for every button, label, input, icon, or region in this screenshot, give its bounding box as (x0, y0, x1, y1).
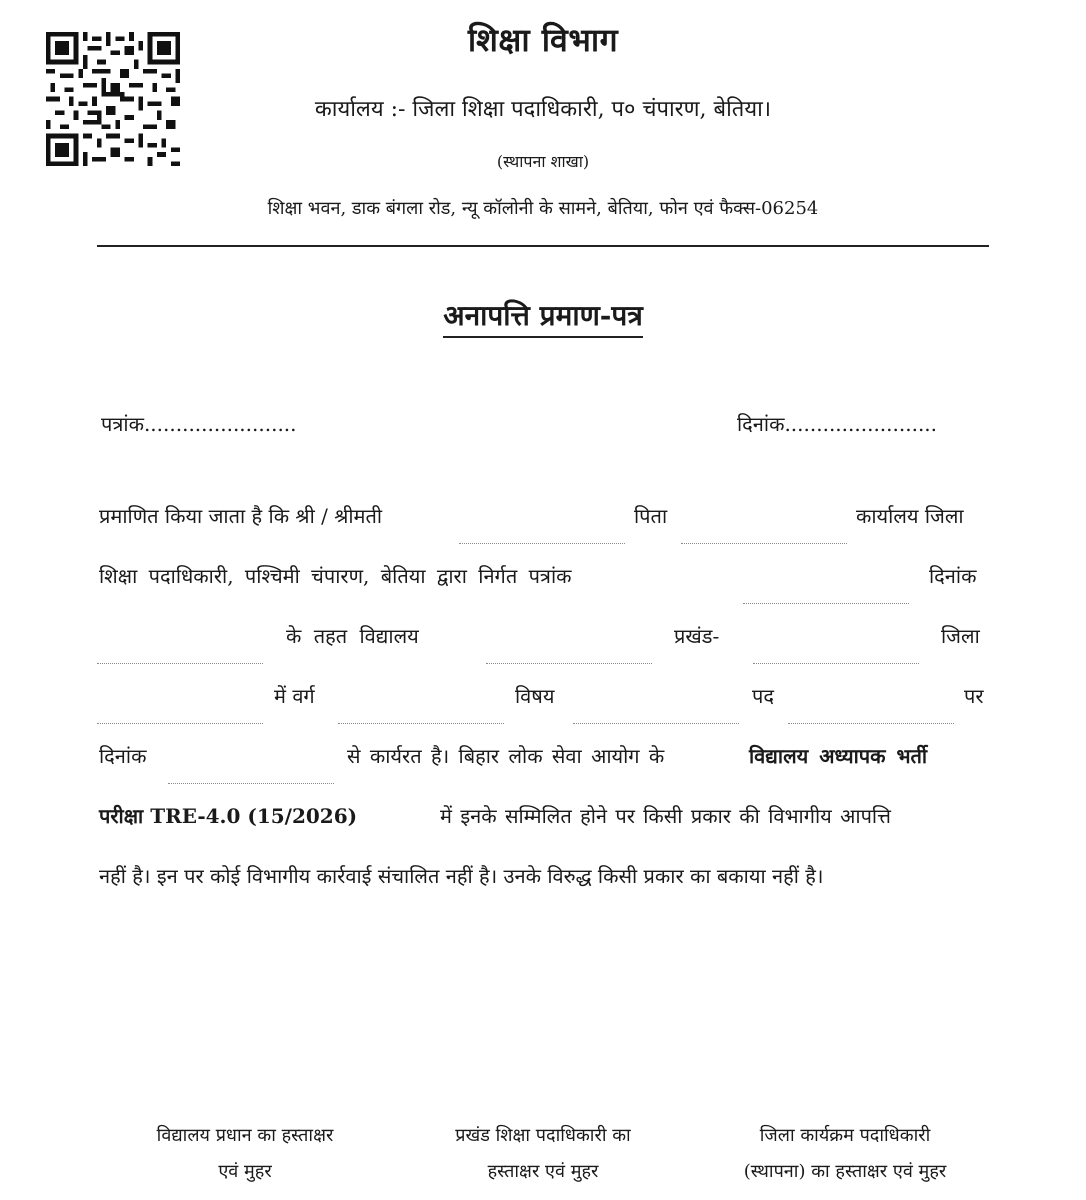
school-blank (486, 663, 652, 664)
district-blank (97, 723, 263, 724)
body-line2-part1: शिक्षा पदाधिकारी, पश्चिमी चंपारण, बेतिया द्वारा निर्गत पत्रांक (99, 564, 572, 588)
body-line1-part1: प्रमाणित किया जाता है कि श्री / श्रीमती (99, 504, 383, 528)
letter-number-blank (743, 603, 909, 604)
joining-date-blank (168, 783, 334, 784)
body-line5-part2: से कार्यरत है। बिहार लोक सेवा आयोग के (347, 744, 665, 768)
signature-district-officer (695, 1118, 995, 1190)
body-line5-part3: विद्यालय अध्यापक भर्ती (749, 744, 928, 768)
signature-district-officer-line1: जिला कार्यक्रम पदाधिकारी (759, 1125, 931, 1146)
body-line4-part3: पद (752, 684, 774, 708)
body-line3-part3: जिला (941, 624, 980, 648)
document-title (0, 296, 1086, 334)
block-blank (753, 663, 919, 664)
reference-date: दिनांक........................ (737, 412, 938, 436)
post-blank (788, 723, 954, 724)
document-title-text: अनापत्ति प्रमाण-पत्र (443, 299, 643, 338)
department-title: शिक्षा विभाग (467, 21, 619, 59)
body-line4-part4: पर (964, 684, 984, 708)
signature-block-officer-line1: प्रखंड शिक्षा पदाधिकारी का (455, 1125, 631, 1146)
signature-block-officer (408, 1118, 678, 1190)
signature-headmaster-line1: विद्यालय प्रधान का हस्ताक्षर (156, 1125, 334, 1146)
father-name-blank (681, 543, 847, 544)
signature-headmaster (110, 1118, 380, 1190)
body-line1-part3: कार्यालय जिला (856, 504, 964, 528)
body-line2-part2: दिनांक (929, 564, 977, 588)
body-line3-part1: के तहत विद्यालय (286, 624, 419, 648)
signature-block-officer-line2: हस्ताक्षर एवं मुहर (487, 1161, 599, 1182)
body-line5-part1: दिनांक (99, 744, 147, 768)
signature-headmaster-line2: एवं मुहर (218, 1161, 272, 1182)
date-blank (97, 663, 263, 664)
body-line7: नहीं है। इन पर कोई विभागीय कार्रवाई संचालित नहीं है। उनके विरुद्ध किसी प्रकार का बकाया नहीं है। (99, 864, 824, 888)
signature-district-officer-line2: (स्थापना) का हस्ताक्षर एवं मुहर (743, 1161, 947, 1182)
name-blank (459, 543, 625, 544)
body-line4-part1: में वर्ग (274, 684, 315, 708)
body-line1-part2: पिता (634, 504, 668, 528)
subject-blank (573, 723, 739, 724)
office-line: कार्यालय :- जिला शिक्षा पदाधिकारी, प० चंपारण, बेतिया। (314, 97, 772, 122)
body-line6-part2: में इनके सम्मिलित होने पर किसी प्रकार की विभागीय आपत्ति (440, 804, 891, 828)
branch-line: (स्थापना शाखा) (496, 152, 590, 171)
body-line4-part2: विषय (515, 684, 555, 708)
class-blank (338, 723, 504, 724)
address-line: शिक्षा भवन, डाक बंगला रोड, न्यू कॉलोनी के सामने, बेतिया, फोन एवं फैक्स-06254 (267, 198, 819, 219)
header-divider (97, 245, 989, 247)
reference-number: पत्रांक........................ (101, 412, 297, 436)
body-line3-part2: प्रखंड- (674, 624, 720, 648)
body-line6-part1: परीक्षा TRE-4.0 (15/2026) (99, 804, 358, 828)
